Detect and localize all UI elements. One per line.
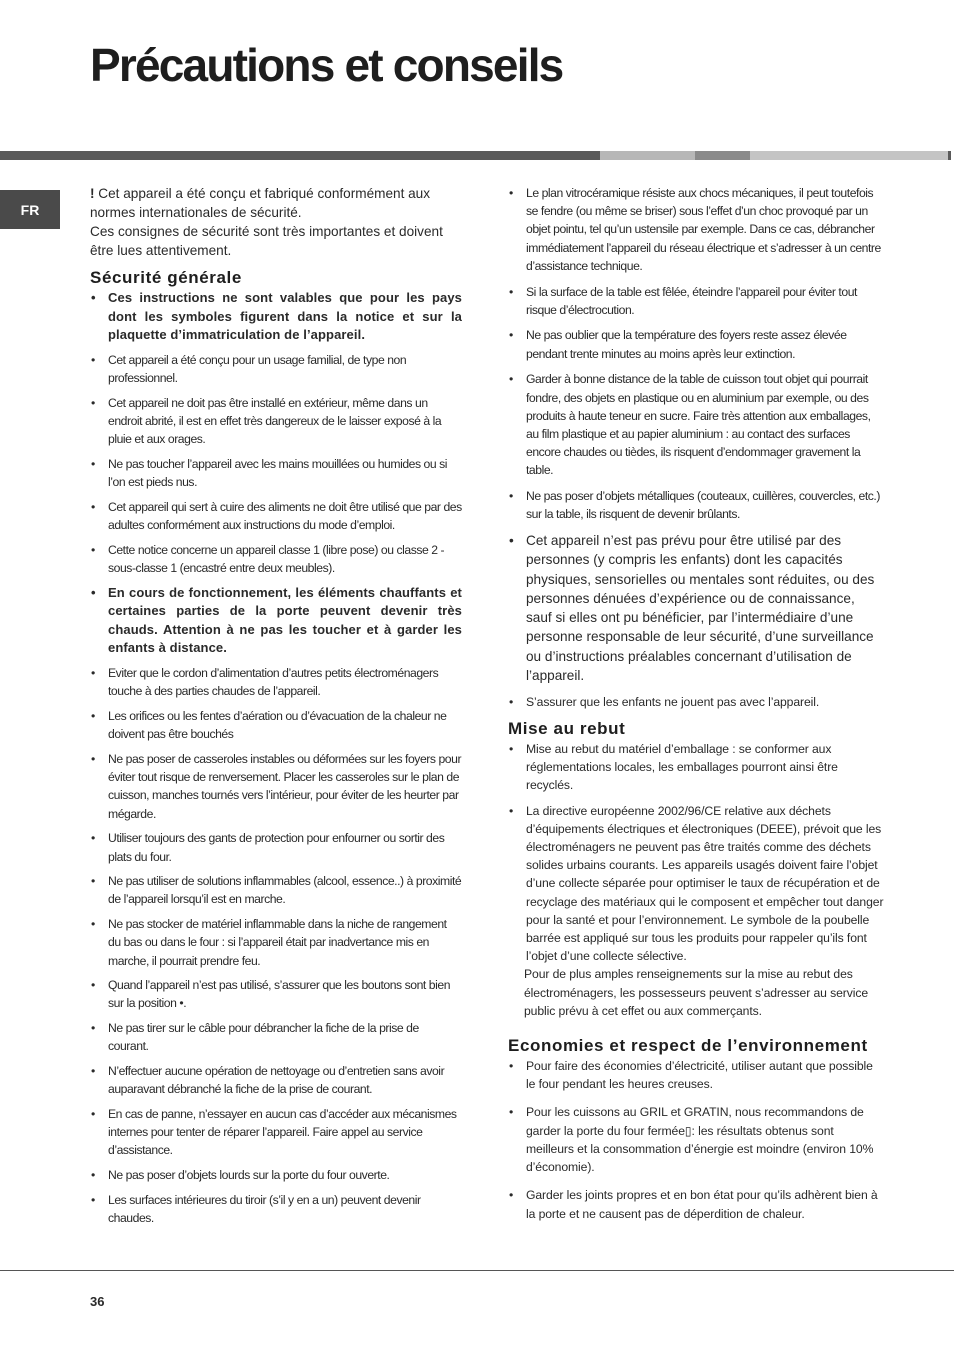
- list-item: • Utiliser toujours des gants de protection pour enfourner ou sortir des plats du four.: [90, 829, 462, 865]
- list-item: • Ne pas toucher l’appareil avec les mains mouillées ou humides ou si l’on est pieds nus.: [90, 455, 462, 491]
- header-rule-end: [948, 151, 951, 160]
- section-heading-rebut: Mise au rebut: [508, 718, 626, 738]
- footer-rule: [0, 1270, 954, 1271]
- list-item: • Eviter que le cordon d’alimentation d’autres petits électroménagers touche à des parties chaudes de l’appareil.: [90, 664, 462, 700]
- section-heading-securite: Sécurité générale: [90, 268, 242, 287]
- securite-list-continued: [508, 184, 884, 711]
- securite-list: [90, 289, 462, 1227]
- list-item: • Si la surface de la table est fêlée, éteindre l’appareil pour éviter tout risque d’électrocution.: [508, 283, 884, 319]
- header-rule-dark: [0, 151, 600, 160]
- list-item: • Le plan vitrocéramique résiste aux chocs mécaniques, il peut toutefois se fendre (ou même se briser) sous l’effet d’un choc provoqué par un objet pointu, tel qu’un ustensile par exemple. Dans ce cas, débrancher immédiatement l’appareil du réseau électrique et s’adresser à un centre d’assistance technique.: [508, 184, 884, 275]
- list-item: • Ne pas tirer sur le câble pour débrancher la fiche de la prise de courant.: [90, 1019, 462, 1055]
- list-item: • Les surfaces intérieures du tiroir (s’il y en a un) peuvent devenir chaudes.: [90, 1191, 462, 1227]
- list-item: • En cas de panne, n’essayer en aucun cas d’accéder aux mécanismes internes pour tenter de réparer l’appareil. Faire appel au service d’assistance.: [90, 1105, 462, 1160]
- list-item: [508, 802, 884, 1020]
- list-item: • Ne pas oublier que la température des foyers reste assez élevée pendant trente minutes au moins après leur extinction.: [508, 326, 884, 362]
- list-item: • N’effectuer aucune opération de nettoyage ou d’entretien sans avoir auparavant débranché la fiche de la prise de courant.: [90, 1062, 462, 1098]
- list-item: • Ne pas poser de casseroles instables ou déformées sur les foyers pour éviter tout risque de renversement. Placer les casseroles sur le plan de cuisson, manches tournés vers l’intérieur, pour éviter de les heurter par mégarde.: [90, 750, 462, 823]
- right-column: [508, 184, 884, 1230]
- list-item: • Cet appareil a été conçu pour un usage familial, de type non professionnel.: [90, 351, 462, 387]
- list-item: • Cet appareil n’est pas prévu pour être utilisé par des personnes (y compris les enfants) dont les capacités physiques, sensorielles ou mentales sont réduites, ou des personnes dénuées d’expérience ou de connaissance, sauf si elles ont pu bénéficier, par l’intermédiaire d’une personne responsable de leur sécurité, d’une surveillance ou d’instructions préalables concernant d’utilisation de l’appareil.: [508, 531, 884, 685]
- list-item: • Cet appareil qui sert à cuire des aliments ne doit être utilisé que par des adultes conformément aux instructions du mode d’emploi.: [90, 498, 462, 534]
- left-column: [90, 184, 462, 1234]
- list-item: • Garder les joints propres et en bon état pour qu’ils adhèrent bien à la porte et ne causent pas de déperdition de chaleur.: [508, 1186, 884, 1222]
- list-item-text: La directive européenne 2002/96/CE relative aux déchets d’équipements électriques et électroniques (DEEE), prévoit que les électroménagers ne peuvent pas être traités comme des déchets solides urbains courants. Les appareils usagés doivent faire l’objet d’une collecte séparée pour optimiser le taux de récupération et de recyclage des matériaux qui le composent et empêcher tout danger pour la santé et pour l’environnement. Le symbole de la poubelle barrée est appliqué sur tous les produits pour rappeler qu’ils font l’objet d’une collecte sélective.: [526, 803, 884, 964]
- page-number: 36: [90, 1294, 105, 1309]
- list-item: • Mise au rebut du matériel d’emballage : se conformer aux réglementations locales, les emballages pourront ainsi être recyclés.: [508, 740, 884, 795]
- list-item: • En cours de fonctionnement, les éléments chauffants et certaines parties de la porte peuvent devenir très chauds. Attention à ne pas les toucher et à garder les enfants à distance.: [90, 584, 462, 658]
- list-item: • Quand l’appareil n’est pas utilisé, s’assurer que les boutons sont bien sur la position •.: [90, 976, 462, 1012]
- list-item: • Les orifices ou les fentes d’aération ou d’évacuation de la chaleur ne doivent pas être bouchés: [90, 707, 462, 743]
- list-item: • Pour faire des économies d’électricité, utiliser autant que possible le four pendant les heures creuses.: [508, 1057, 884, 1093]
- language-tab: FR: [0, 190, 60, 229]
- list-item: • Ces instructions ne sont valables que pour les pays dont les symboles figurent dans la notice et sur la plaquette d’immatriculation de l’appareil.: [90, 289, 462, 345]
- intro: [90, 184, 462, 260]
- header-rule-light-b: [750, 151, 948, 160]
- list-item: • Ne pas stocker de matériel inflammable dans la niche de rangement du bas ou dans le four : si l’appareil était par inadvertance mis en marche, il pourrait prendre feu.: [90, 915, 462, 970]
- intro-line-1: [90, 184, 462, 222]
- list-item: • Cet appareil ne doit pas être installé en extérieur, même dans un endroit abrité, il est en effet très dangereux de le laisser exposé à la pluie et aux orages.: [90, 394, 462, 449]
- intro-text-1: Cet appareil a été conçu et fabriqué conformément aux normes internationales de sécurité.: [90, 186, 431, 220]
- list-item: • Ne pas utiliser de solutions inflammables (alcool, essence..) à proximité de l’appareil lorsqu’il est en marche.: [90, 872, 462, 908]
- header-rule-light-a: [600, 151, 695, 160]
- intro-line-2: Ces consignes de sécurité sont très importantes et doivent être lues attentivement.: [90, 224, 443, 258]
- list-item: • Ne pas poser d’objets métalliques (couteaux, cuillères, couvercles, etc.) sur la table, ils risquent de devenir brûlants.: [508, 487, 884, 523]
- list-item: • Cette notice concerne un appareil classe 1 (libre pose) ou classe 2 - sous-classe 1 (encastré entre deux meubles).: [90, 541, 462, 577]
- warning-exclamation: !: [90, 186, 95, 201]
- rebut-list: [508, 740, 884, 1021]
- economies-list: [508, 1057, 884, 1223]
- list-item-extra: Pour de plus amples renseignements sur la mise au rebut des électroménagers, les possesseurs peuvent s’adresser au service public prévu à cet effet ou aux commerçants.: [524, 967, 869, 1018]
- section-heading-economies: Economies et respect de l’environnement: [508, 1036, 868, 1056]
- list-item: • Pour les cuissons au GRIL et GRATIN, nous recommandons de garder la porte du four fermée▯: les résultats obtenus sont meilleurs et la consommation d’énergie est moindre (environ 10% d’économie).: [508, 1103, 884, 1176]
- list-item: • Ne pas poser d’objets lourds sur la porte du four ouverte.: [90, 1166, 462, 1184]
- list-item: • S’assurer que les enfants ne jouent pas avec l’appareil.: [508, 693, 884, 711]
- header-rule-mid: [695, 151, 750, 160]
- list-item: • Garder à bonne distance de la table de cuisson tout objet qui pourrait fondre, des objets en plastique ou en aluminium par exemple, ou des produits à haute teneur en sucre. Faire très attention aux emballages, au film plastique et au papier aluminium : au contact des surfaces encore chaudes ou tièdes, ils risquent d’endommager gravement la table.: [508, 370, 884, 479]
- page-title: Précautions et conseils: [90, 39, 563, 91]
